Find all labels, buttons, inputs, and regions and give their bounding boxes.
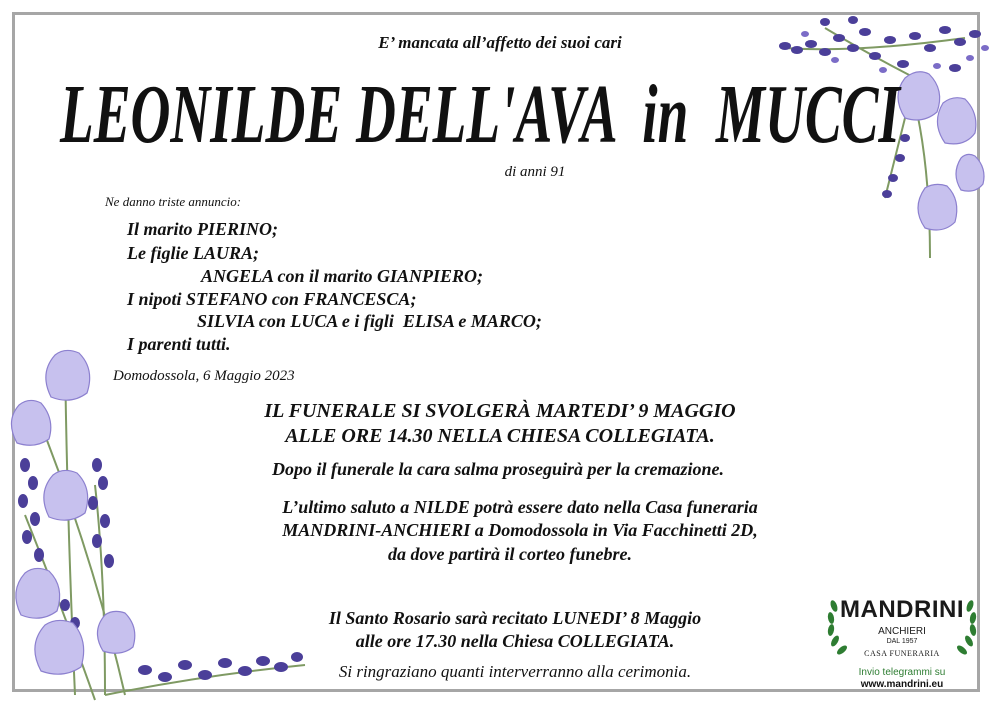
place-date: Domodossola, 6 Maggio 2023: [113, 368, 295, 384]
deceased-name-text: LEONILDE DELL'AVA in MUCCI: [59, 68, 903, 161]
salute-line: MANDRINI-ANCHIERI a Domodossola in Via Facchinetti 2D,: [282, 520, 758, 540]
family-line: I nipoti STEFANO con FRANCESCA;: [127, 289, 417, 309]
logo-subtitle: ANCHIERI: [878, 626, 926, 637]
family-line: I parenti tutti.: [127, 334, 231, 354]
announcement-label: Ne danno triste annuncio:: [105, 194, 242, 209]
salute-line: da dove partirà il corteo funebre.: [388, 544, 632, 564]
logo-invite: Invio telegrammi su: [858, 667, 946, 678]
funeral-line-1: IL FUNERALE SI SVOLGERÀ MARTEDI’ 9 MAGGIO: [264, 400, 736, 422]
logo-since: DAL 1957: [886, 638, 918, 645]
family-line: SILVIA con LUCA e i figli ELISA e MARCO;: [197, 311, 542, 331]
family-line: Le figlie LAURA;: [127, 243, 259, 263]
thanks-line: Si ringraziano quanti interverranno alla cerimonia.: [338, 662, 692, 681]
family-line: ANGELA con il marito GIANPIERO;: [201, 266, 484, 286]
logo-name: MANDRINI: [840, 596, 964, 623]
intro-line: E’ mancata all’affetto dei suoi cari: [378, 33, 622, 52]
logo-url[interactable]: www.mandrini.eu: [860, 679, 944, 690]
salute-line: L’ultimo saluto a NILDE potrà essere dato nella Casa funeraria: [282, 497, 758, 517]
deceased-name: [55, 62, 905, 162]
logo-type: CASA FUNERARIA: [864, 649, 940, 658]
age-line: di anni 91: [504, 164, 566, 180]
funeral-line-2: ALLE ORE 14.30 NELLA CHIESA COLLEGIATA.: [285, 425, 715, 447]
rosary-line: Il Santo Rosario sarà recitato LUNEDI’ 8 Maggio: [328, 608, 702, 628]
rosary-line: alle ore 17.30 nella Chiesa COLLEGIATA.: [355, 631, 675, 651]
family-line: Il marito PIERINO;: [127, 219, 279, 239]
mandrini-logo: [822, 586, 982, 691]
cremation-line: Dopo il funerale la cara salma proseguirà per la cremazione.: [271, 459, 724, 479]
